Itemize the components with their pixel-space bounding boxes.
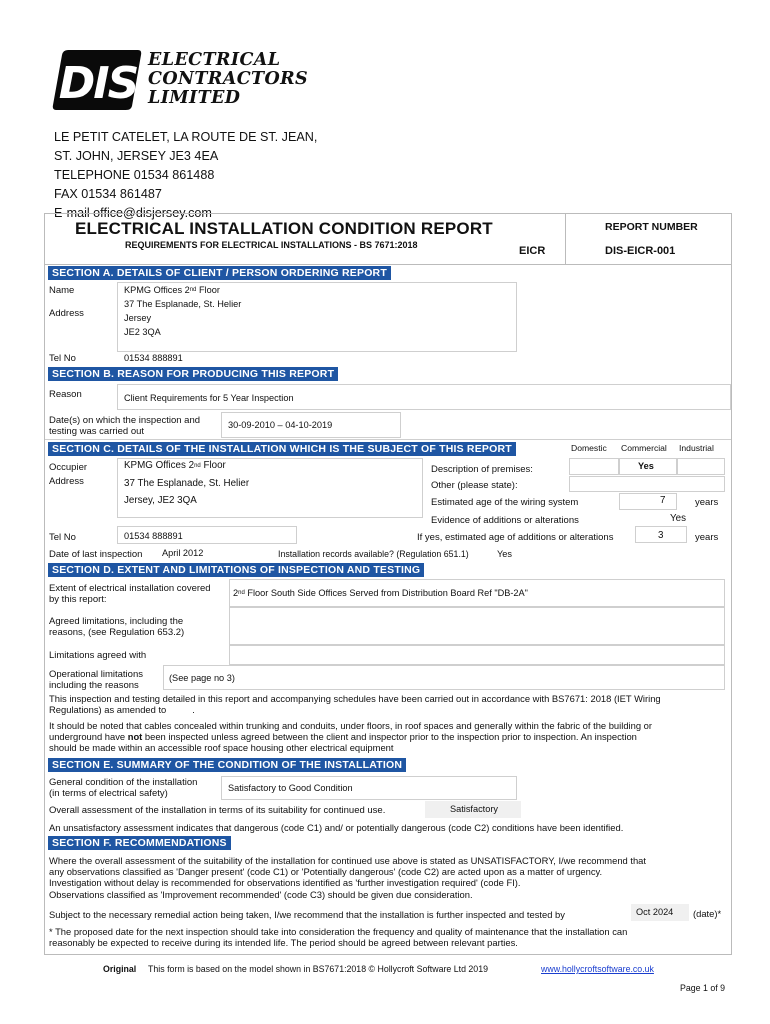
address-line: ST. JOHN, JERSEY JE3 4EA — [54, 149, 219, 163]
records-available-label: Installation records available? (Regulation 651.1) — [278, 549, 469, 559]
wiring-age-unit: years — [695, 497, 719, 508]
premises-other-field[interactable] — [569, 476, 725, 492]
paragraph-line: reasonably be expected to receive during its intended life. The period should be agreed between relevant parties. — [49, 937, 518, 949]
general-condition-label: General condition of the installation — [49, 777, 198, 788]
dis-logo-mark — [52, 46, 144, 112]
alterations-age-unit: years — [695, 532, 719, 543]
occupier-field[interactable]: KPMG Offices 2nd Floor — [124, 460, 226, 471]
premises-col-domestic: Domestic — [571, 443, 607, 453]
section-e-heading: SECTION E. SUMMARY OF THE CONDITION OF THE INSTALLATION — [48, 758, 406, 772]
footer-link-wrap — [541, 964, 654, 974]
date-suffix: (date)* — [693, 908, 722, 919]
paragraph-line: * The proposed date for the next inspection should take into consideration the frequency and quality of maintenance that the installation can — [49, 926, 628, 937]
report-number-label: REPORT NUMBER — [605, 221, 698, 233]
paragraph-line: Investigation without delay is recommended for observations identified as 'further investigation required' (code FI). — [49, 877, 521, 889]
reason-label: Reason — [49, 389, 82, 400]
paragraph-line: any observations classified as 'Danger present' (code C1) or 'Potentially dangerous' (code C2) are acted upon as a matter of urgency. — [49, 866, 603, 878]
section-f-heading: SECTION F. RECOMMENDATIONS — [48, 836, 231, 850]
concealed-cables-note — [49, 720, 729, 754]
agreed-limitations-label: reasons, (see Regulation 653.2) — [49, 627, 185, 638]
paragraph-line: underground have not been inspected unless agreed between the client and inspector prior to the inspection prior to inspection. An inspection — [49, 731, 637, 743]
standards-statement — [49, 693, 729, 715]
alterations-age-field[interactable]: 3 — [658, 530, 664, 541]
paragraph-line: should be made within an accessible roof space housing other electrical equipment — [49, 742, 394, 754]
section-b-heading: SECTION B. REASON FOR PRODUCING THIS REPORT — [48, 367, 338, 381]
operational-limitations-field[interactable]: (See page no 3) — [169, 673, 235, 683]
next-inspection-date-field[interactable]: Oct 2024 — [636, 907, 674, 917]
email-line: E-mail office@disjersey.com — [54, 206, 212, 220]
section-c-heading: SECTION C. DETAILS OF THE INSTALLATION WHICH IS THE SUBJECT OF THIS REPORT — [48, 442, 516, 456]
occupier-label: Occupier — [49, 462, 88, 473]
report-title: ELECTRICAL INSTALLATION CONDITION REPORT — [75, 219, 493, 238]
telephone-line: TELEPHONE 01534 861488 — [54, 168, 215, 182]
paragraph-line: Regulations) as amended to . — [49, 704, 195, 716]
agreed-limitations-field[interactable] — [229, 607, 725, 645]
premises-industrial-box[interactable] — [677, 458, 725, 475]
extent-label: Extent of electrical installation covered — [49, 583, 211, 594]
premises-description-label: Description of premises: — [431, 464, 533, 475]
client-address-line[interactable]: JE2 3QA — [124, 327, 161, 337]
overall-assessment-field[interactable]: Satisfactory — [450, 804, 498, 814]
inspection-dates-label: testing was carried out — [49, 426, 145, 437]
premises-col-industrial: Industrial — [679, 443, 714, 453]
wiring-age-box[interactable] — [619, 493, 677, 510]
unsatisfactory-note: An unsatisfactory assessment indicates that dangerous (code C1) and/ or potentially dangerous (code C2) conditions have been identified. — [49, 822, 624, 833]
recommendations-text — [49, 855, 729, 900]
reason-field[interactable]: Client Requirements for 5 Year Inspection — [124, 393, 294, 403]
paragraph-line: This inspection and testing detailed in this report and accompanying schedules have been carried out in accordance with BS7671: 2018 (IET Wiring — [49, 693, 661, 704]
paragraph-line: Observations classified as 'Improvement recommended' (code C3) should be given due consideration. — [49, 888, 473, 900]
footer-note: This form is based on the model shown in BS7671:2018 © Hollycroft Software Ltd 2019 — [148, 964, 488, 974]
report-number-field[interactable]: DIS-EICR-001 — [605, 245, 676, 257]
operational-limitations-label: including the reasons — [49, 680, 139, 691]
client-name-label: Name — [49, 285, 75, 296]
agreed-limitations-label: Agreed limitations, including the — [49, 616, 184, 627]
client-name-field[interactable]: KPMG Offices 2nd Floor — [124, 285, 220, 295]
installation-address-line[interactable]: Jersey, JE2 3QA — [124, 495, 197, 506]
next-inspection-footnote — [49, 926, 729, 948]
general-condition-label: (in terms of electrical safety) — [49, 788, 168, 799]
alterations-age-label: If yes, estimated age of additions or alterations — [417, 532, 614, 543]
wiring-age-field[interactable]: 7 — [660, 495, 666, 506]
page-number: Page 1 of 9 — [680, 983, 725, 993]
paragraph-line: It should be noted that cables concealed within trunking and conduits, under floors, in roof spaces and generally within the fabric of the building or — [49, 720, 652, 731]
installation-address-label: Address — [49, 476, 84, 487]
company-logo — [52, 46, 342, 112]
operational-limitations-box[interactable] — [163, 665, 725, 690]
wiring-age-label: Estimated age of the wiring system — [431, 497, 579, 508]
client-address-line[interactable]: 37 The Esplanade, St. Helier — [124, 299, 242, 309]
premises-commercial-value[interactable]: Yes — [638, 461, 654, 471]
report-subtitle: REQUIREMENTS FOR ELECTRICAL INSTALLATIONS - BS 7671:2018 — [125, 240, 418, 250]
overall-assessment-label: Overall assessment of the installation in terms of its suitability for continued use. — [49, 805, 386, 816]
limitations-agreed-with-label: Limitations agreed with — [49, 650, 147, 661]
hollycroft-link[interactable]: www.hollycroftsoftware.co.uk — [541, 964, 654, 974]
limitations-agreed-with-field[interactable] — [229, 645, 725, 665]
company-name-line: LIMITED — [148, 88, 241, 108]
footer-original-label: Original — [103, 964, 137, 974]
svg-text:DIS: DIS — [58, 58, 138, 109]
extent-label: by this report: — [49, 594, 107, 605]
evidence-alterations-field[interactable]: Yes — [670, 513, 686, 524]
section-a-heading: SECTION A. DETAILS OF CLIENT / PERSON ORDERING REPORT — [48, 266, 391, 280]
last-inspection-field[interactable]: April 2012 — [162, 548, 204, 558]
report-type: EICR — [519, 245, 546, 257]
installation-tel-field[interactable]: 01534 888891 — [124, 531, 183, 541]
premises-domestic-box[interactable] — [569, 458, 619, 475]
premises-other-label: Other (please state): — [431, 480, 518, 491]
inspection-dates-field[interactable]: 30-09-2010 – 04-10-2019 — [228, 420, 333, 430]
company-name — [148, 51, 308, 108]
evidence-alterations-label: Evidence of additions or alterations — [431, 515, 579, 526]
address-line: LE PETIT CATELET, LA ROUTE DE ST. JEAN, — [54, 130, 318, 144]
last-inspection-label: Date of last inspection — [49, 549, 143, 560]
client-tel-label: Tel No — [49, 353, 76, 364]
premises-col-commercial: Commercial — [621, 443, 667, 453]
section-d-heading: SECTION D. EXTENT AND LIMITATIONS OF INSPECTION AND TESTING — [48, 563, 424, 577]
next-inspection-label: Subject to the necessary remedial action being taken, I/we recommend that the installation is further inspected and tested by — [49, 909, 565, 920]
extent-field[interactable]: 2nd Floor South Side Offices Served from Distribution Board Ref "DB-2A" — [233, 588, 528, 598]
company-address — [54, 128, 317, 223]
report-form — [44, 213, 732, 955]
operational-limitations-label: Operational limitations — [49, 669, 143, 680]
installation-address-line[interactable]: 37 The Esplanade, St. Helier — [124, 478, 250, 489]
general-condition-field[interactable]: Satisfactory to Good Condition — [228, 783, 353, 793]
fax-line: FAX 01534 861487 — [54, 187, 162, 201]
installation-tel-label: Tel No — [49, 532, 76, 543]
paragraph-line: Where the overall assessment of the suitability of the installation for continued use above is stated as UNSATISFACTORY, I/we recommend that — [49, 855, 646, 866]
company-name-line: ELECTRICAL — [148, 50, 281, 70]
records-available-field[interactable]: Yes — [497, 549, 512, 559]
inspection-dates-label: Date(s) on which the inspection and — [49, 415, 201, 426]
client-address-label: Address — [49, 308, 84, 319]
client-tel-field[interactable]: 01534 888891 — [124, 353, 183, 363]
company-name-line: CONTRACTORS — [148, 69, 309, 89]
client-address-line[interactable]: Jersey — [124, 313, 152, 323]
